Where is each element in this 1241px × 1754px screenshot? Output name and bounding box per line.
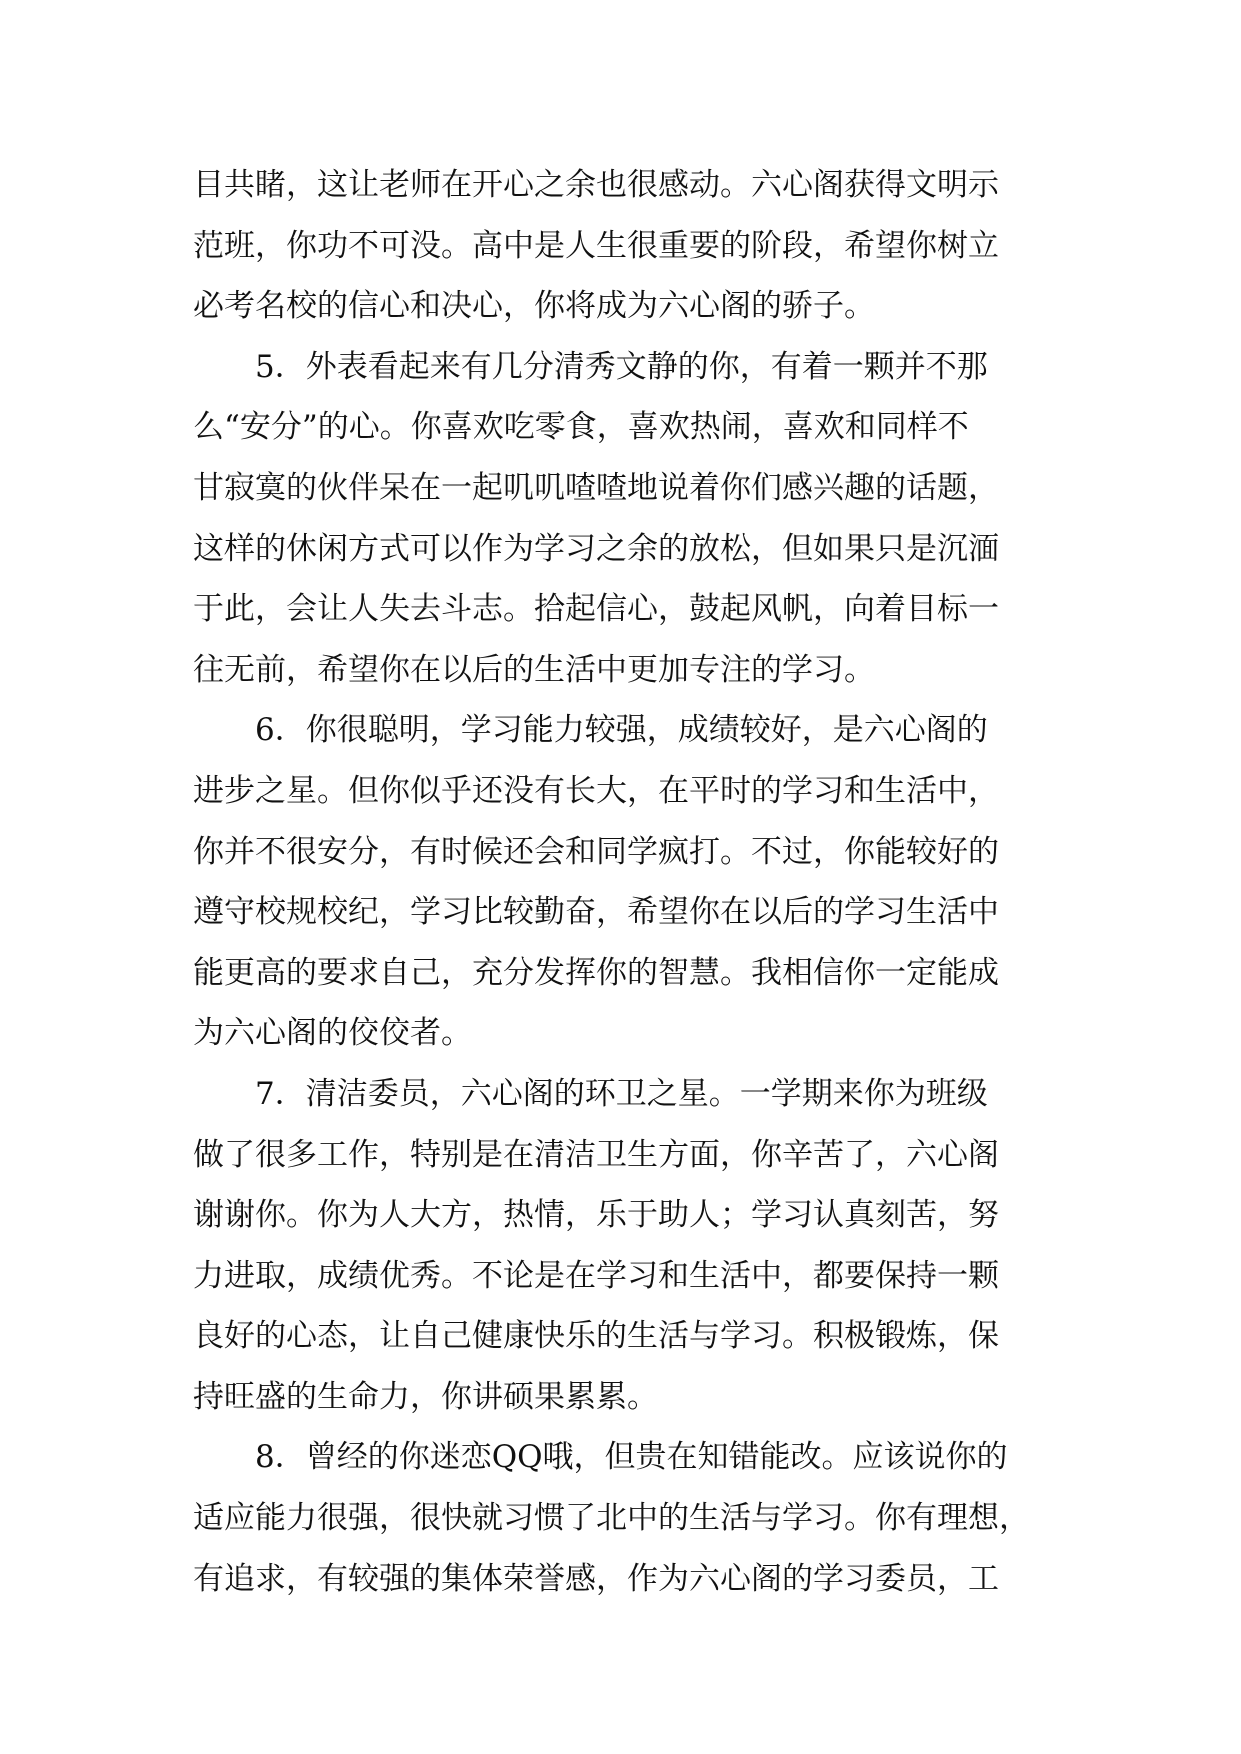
text-line: 范班，你功不可没。高中是人生很重要的阶段，希望你树立 xyxy=(193,227,999,264)
text-line: 你并不很安分，有时候还会和同学疯打。不过，你能较好的 xyxy=(193,833,999,870)
text-line: 能更高的要求自己，充分发挥你的智慧。我相信你一定能成 xyxy=(193,954,999,991)
text-line: 有追求，有较强的集体荣誉感，作为六心阁的学习委员，工 xyxy=(193,1560,999,1597)
text-line: 为六心阁的佼佼者。 xyxy=(193,1015,472,1052)
text-line: 必考名校的信心和决心，你将成为六心阁的骄子。 xyxy=(193,288,875,325)
paragraph-start-line: 5．外表看起来有几分清秀文静的你，有着一颗并不那 xyxy=(255,348,988,385)
text-line: 往无前，希望你在以后的生活中更加专注的学习。 xyxy=(193,651,875,688)
document-body xyxy=(193,155,1053,1609)
text-line: 甘寂寞的伙伴呆在一起叽叽喳喳地说着你们感兴趣的话题， xyxy=(193,469,999,506)
text-line: 进步之星。但你似乎还没有长大，在平时的学习和生活中， xyxy=(193,772,999,809)
paragraph-start-line: 6．你很聪明，学习能力较强，成绩较好，是六心阁的 xyxy=(255,712,988,749)
text-line: 遵守校规校纪，学习比较勤奋，希望你在以后的学习生活中 xyxy=(193,894,999,931)
text-line: 谢谢你。你为人大方，热情，乐于助人；学习认真刻苦，努 xyxy=(193,1197,999,1234)
text-line: 力进取，成绩优秀。不论是在学习和生活中，都要保持一颗 xyxy=(193,1257,999,1294)
text-line: 做了很多工作，特别是在清洁卫生方面，你辛苦了，六心阁 xyxy=(193,1136,999,1173)
paragraph-start-line: 8．曾经的你迷恋QQ哦，但贵在知错能改。应该说你的 xyxy=(255,1439,1008,1476)
text-line: 这样的休闲方式可以作为学习之余的放松，但如果只是沉湎 xyxy=(193,530,999,567)
text-line: 持旺盛的生命力，你讲硕果累累。 xyxy=(193,1378,658,1415)
paragraph-start-line: 7．清洁委员，六心阁的环卫之星。一学期来你为班级 xyxy=(255,1075,988,1112)
text-line: 适应能力很强，很快就习惯了北中的生活与学习。你有理想， xyxy=(193,1500,1030,1537)
text-line: 良好的心态，让自己健康快乐的生活与学习。积极锻炼，保 xyxy=(193,1318,999,1355)
text-line: 于此，会让人失去斗志。拾起信心，鼓起风帆，向着目标一 xyxy=(193,591,999,628)
text-line: 目共睹，这让老师在开心之余也很感动。六心阁获得文明示 xyxy=(193,167,999,203)
text-line: 么“安分”的心。你喜欢吃零食，喜欢热闹，喜欢和同样不 xyxy=(193,409,969,446)
